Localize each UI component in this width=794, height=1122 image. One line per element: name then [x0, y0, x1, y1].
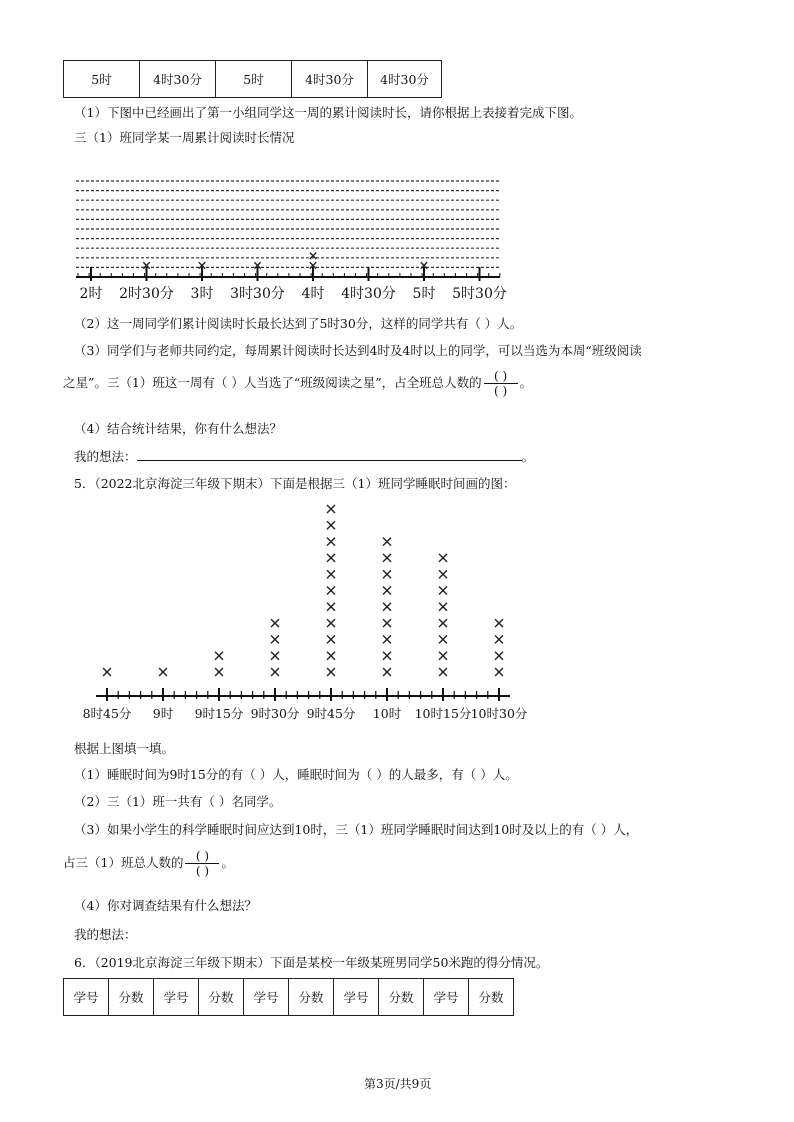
idea-answer-line[interactable]	[137, 448, 522, 461]
page-footer: 第3页/共9页	[364, 1077, 432, 1091]
sleep-time-chart	[80, 498, 550, 730]
x-tick-label: 9时	[152, 706, 174, 721]
table-header-cell: 学号	[64, 979, 109, 1016]
data-mark	[439, 668, 447, 676]
q5-part2: （2）三（1）班一共有（ ）名同学。	[74, 794, 282, 809]
data-mark	[327, 521, 335, 529]
fraction-blank[interactable]	[484, 369, 518, 398]
x-tick-label: 8时45分	[82, 706, 132, 721]
table-cell: 4时30分	[368, 61, 442, 98]
chart1-title: 三（1）班同学某一周累计阅读时长情况	[74, 130, 295, 145]
data-mark	[495, 619, 503, 627]
data-mark	[439, 570, 447, 578]
x-tick-label: 10时15分	[414, 706, 472, 721]
data-mark	[495, 652, 503, 660]
table-cell: 4时30分	[292, 61, 368, 98]
data-mark	[103, 668, 111, 676]
table-header-cell: 分数	[199, 979, 244, 1016]
fraction-numerator: ( )	[195, 849, 210, 863]
data-mark	[215, 668, 223, 676]
data-mark	[383, 619, 391, 627]
q5-title: 5．（2022北京海淀三年级下期末）下面是根据三（1）班同学睡眠时间画的图：	[74, 476, 516, 491]
q5-idea-label: 我的想法：	[74, 927, 137, 942]
table-header-cell: 学号	[154, 979, 199, 1016]
data-mark	[327, 587, 335, 595]
q4-idea-line	[74, 447, 534, 465]
data-mark	[327, 635, 335, 643]
x-tick-label: 5时	[412, 286, 436, 302]
data-mark	[159, 668, 167, 676]
data-mark	[383, 603, 391, 611]
data-mark	[271, 619, 279, 627]
q5-part1: （1）睡眠时间为9时15分的有（ ）人，睡眠时间为（ ）的人最多，有（ ）人。	[74, 767, 518, 782]
data-mark	[327, 668, 335, 676]
score-table	[63, 978, 514, 1016]
x-tick-label: 10时	[372, 706, 402, 721]
data-mark	[439, 603, 447, 611]
fraction-blank[interactable]	[185, 849, 219, 878]
chart1-ticks	[78, 267, 500, 281]
q4-part3-line1: （3）同学们与老师共同约定，每周累计阅读时长达到4时及4时以上的同学，可以当选为本周“班级阅读	[74, 343, 642, 358]
data-mark	[327, 652, 335, 660]
table-header-cell: 分数	[379, 979, 424, 1016]
idea-label: 我的想法：	[74, 449, 137, 464]
chart1-labels	[80, 286, 507, 302]
table-header-cell: 分数	[469, 979, 514, 1016]
q5-part3-end: 。	[221, 855, 234, 870]
reading-time-table	[63, 60, 442, 98]
q5-part4: （4）你对调查结果有什么想法？	[74, 898, 257, 913]
data-mark	[215, 652, 223, 660]
q5-part3-text: 占三（1）班总人数的	[63, 855, 184, 870]
data-mark	[271, 635, 279, 643]
q4-part3-text: 之星”。三（1）班这一周有（ ）人当选了“班级阅读之星”，占全班总人数的	[63, 375, 482, 390]
x-tick-label: 2时30分	[119, 286, 174, 302]
data-mark	[439, 554, 447, 562]
data-mark	[327, 603, 335, 611]
reading-time-chart	[70, 150, 510, 305]
x-tick-label: 5时30分	[452, 286, 507, 302]
fraction-denominator: ( )	[195, 864, 210, 878]
data-mark	[271, 652, 279, 660]
x-tick-label: 9时45分	[306, 706, 356, 721]
q5-fill: 根据上图填一填。	[74, 741, 175, 756]
table-cell: 5时	[64, 61, 140, 98]
chart2-labels	[83, 706, 528, 721]
data-mark	[439, 587, 447, 595]
x-tick-label: 9时15分	[194, 706, 244, 721]
data-mark	[327, 570, 335, 578]
x-tick-label: 9时30分	[250, 706, 300, 721]
q4-part3-end: 。	[519, 375, 533, 390]
x-tick-label: 3时	[190, 286, 214, 302]
data-mark	[495, 635, 503, 643]
table-header-cell: 学号	[244, 979, 289, 1016]
data-mark	[327, 554, 335, 562]
q4-part3-line2	[63, 369, 532, 398]
table-header-cell: 分数	[289, 979, 334, 1016]
x-tick-label: 4时30分	[341, 286, 396, 302]
q5-part3-line2	[63, 849, 234, 878]
q4-part2: （2）这一周同学们累计阅读时长最长达到了5时30分，这样的同学共有（ ）人。	[74, 316, 523, 331]
table-cell: 5时	[216, 61, 292, 98]
data-mark	[383, 554, 391, 562]
chart2-marks	[103, 505, 503, 676]
data-mark	[439, 619, 447, 627]
q5-part3-line1: （3）如果小学生的科学睡眠时间应达到10时，三（1）班同学睡眠时间达到10时及以上的有（ ）人，	[74, 822, 639, 837]
chart2-ticks	[107, 688, 499, 701]
x-tick-label: 10时30分	[470, 706, 528, 721]
data-mark	[383, 652, 391, 660]
x-tick-label: 2时	[79, 286, 103, 302]
q4-part1: （1）下图中已经画出了第一小组同学这一周的累计阅读时长，请你根据上表接着完成下图。	[74, 105, 582, 120]
x-tick-label: 3时30分	[230, 286, 285, 302]
data-mark	[327, 538, 335, 546]
data-mark	[439, 635, 447, 643]
q4-part4: （4）结合统计结果，你有什么想法？	[74, 421, 282, 436]
table-header-cell: 学号	[424, 979, 469, 1016]
data-mark	[383, 668, 391, 676]
x-tick-label: 4时	[301, 286, 325, 302]
data-mark	[439, 652, 447, 660]
chart1-marks	[143, 253, 427, 269]
fraction-denominator: ( )	[494, 384, 508, 398]
fraction-numerator: ( )	[494, 369, 508, 383]
data-mark	[495, 668, 503, 676]
data-mark	[383, 538, 391, 546]
data-mark	[327, 619, 335, 627]
table-header-cell: 分数	[109, 979, 154, 1016]
data-mark	[327, 505, 335, 513]
data-mark	[383, 570, 391, 578]
q6-title: 6．（2019北京海淀三年级下期末）下面是某校一年级某班男同学50米跑的得分情况。	[74, 955, 549, 970]
data-mark	[383, 635, 391, 643]
data-mark	[383, 587, 391, 595]
data-mark	[271, 668, 279, 676]
table-cell: 4时30分	[140, 61, 216, 98]
idea-end: 。	[521, 449, 535, 464]
table-header-cell: 学号	[334, 979, 379, 1016]
chart1-grid	[76, 181, 500, 267]
